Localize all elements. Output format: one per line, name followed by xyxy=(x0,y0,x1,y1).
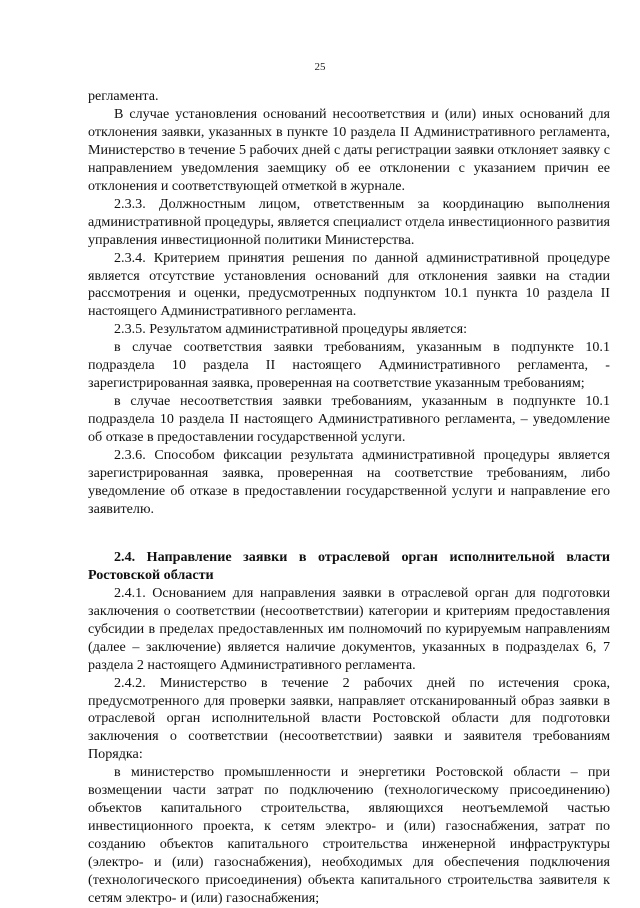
paragraph-2-3-5: 2.3.5. Результатом административной процедуры является: xyxy=(114,321,468,338)
page-number: 25 xyxy=(314,61,326,73)
document-body xyxy=(88,88,610,908)
paragraph-noncompliance: в случае несоответствия заявки требованиям, указанным в подпункте 10.1 подраздела 10 раздела II настоящего Административного регламента, – уведомление об отказе в предоставлении государственной услуги. xyxy=(88,393,610,446)
paragraph-2-3-6: 2.3.6. Способом фиксации результата административной процедуры является зарегистрированная заявка, проверенная на соответствие требованиям, либо уведомление об отказе в предоставлении государственной услуги и направление его заявителю. xyxy=(88,447,610,517)
paragraph-2-4-1: 2.4.1. Основанием для направления заявки в отраслевой орган для подготовки заключения о соответствии (несоответствии) категории и критериям предоставления субсидии в пределах предоставленных им полномочий по курируемым направлениям (далее – заключение) является наличие документов, указанных в подразделах 6, 7 раздела 2 настоящего Административного регламента. xyxy=(88,584,610,673)
section-gap xyxy=(88,519,610,549)
paragraph-continuation: регламента. xyxy=(88,88,159,104)
paragraph-rejection: В случае установления оснований несоответствия и (или) иных оснований для отклонения заявки, указанных в пункте 10 раздела II Административного регламента, Министерство в течение 5 рабочих дней с даты регистрации заявки отклоняет заявку с направлением уведомления заемщику об ее отклонении с указанием причин ее отклонения и соответствующей отметкой в журнале. xyxy=(88,105,610,194)
paragraph-2-4-2: 2.4.2. Министерство в течение 2 рабочих дней по истечения срока, предусмотренного для проверки заявки, направляет отсканированный образ заявки в отраслевой орган исполнительной власти Ростовской области для подготовки заключения о соответствии (несоответствии) заявки и заявителя требованиям Порядка: xyxy=(88,674,610,763)
paragraph-2-3-3: 2.3.3. Должностным лицом, ответственным за координацию выполнения административной процедуры, является специалист отдела инвестиционного развития управления инвестиционной политики Министерства. xyxy=(88,195,610,248)
section-heading-2-4: 2.4. Направление заявки в отраслевой орган исполнительной власти Ростовской области xyxy=(88,548,610,583)
paragraph-2-3-4: 2.3.4. Критерием принятия решения по данной административной процедуре является отсутствие установления оснований для отклонения заявки на стадии рассмотрения и оценки, предусмотренных подпунктом 10.1 пункта 10 раздела II настоящего Административного регламента. xyxy=(88,249,610,320)
paragraph-ministry-industry: в министерство промышленности и энергетики Ростовской области – при возмещении части затрат по подключению (технологическому присоединению) объектов капитального строительства, являющихся неотъемлемой частью инвестиционного проекта, к сетям электро- и (или) газоснабжения, затрат по созданию объектов капитального строительства инженерной инфраструктуры (электро- и (или) газоснабжения), необходимых для обеспечения подключения (технологического присоединения) объекта капитального строительства заявителя к сетям электро- и (или) газоснабжения; xyxy=(88,764,610,906)
paragraph-compliance: в случае соответствия заявки требованиям, указанным в подпункте 10.1 подраздела 10 раздела II настоящего Административного регламента, - зарегистрированная заявка, проверенная на соответствие указанным требованиям; xyxy=(88,339,610,392)
